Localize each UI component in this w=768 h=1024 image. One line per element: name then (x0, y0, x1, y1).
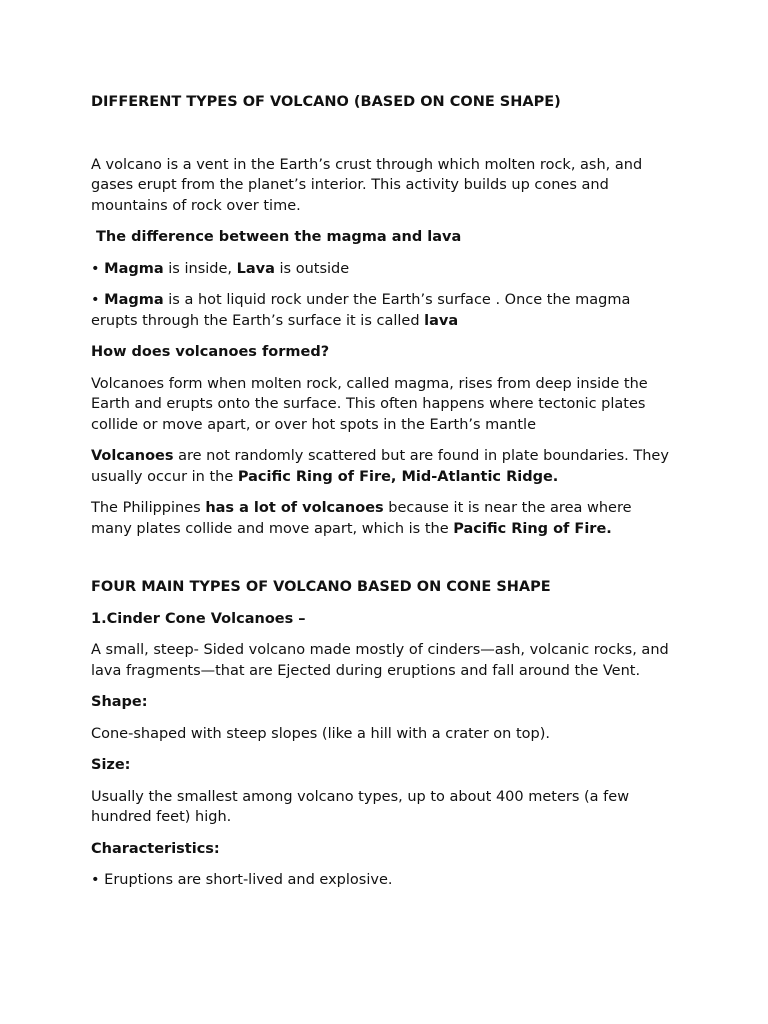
cinder-cone-heading: 1.Cinder Cone Volcanoes – (91, 610, 306, 627)
size-label: Size: (91, 757, 131, 773)
document-title: DIFFERENT TYPES OF VOLCANO (BASED ON CONE SHAPE) (91, 94, 561, 110)
bullet-mark: • (91, 292, 105, 308)
characteristics-label: Characteristics: (91, 840, 220, 857)
intro-paragraph: A volcano is a vent in the Earth’s crust through which molten rock, ash, and gases erupt from the planet’s interior. This activity builds up cones and mountains of rock over time. (91, 156, 643, 214)
ring-of-fire-term: Pacific Ring of Fire. (453, 520, 612, 537)
shape-text: Cone-shaped with steep slopes (like a hill with a crater on top). (91, 725, 550, 742)
size-text: Usually the smallest among volcano types, up to about 400 meters (a few hundred feet) high. (91, 788, 630, 825)
document-body (91, 90, 676, 891)
philippines-text: because it is near the area where many plates collide and move apart, which is the (91, 500, 632, 537)
plate-boundaries-paragraph (91, 446, 676, 487)
formed-paragraph: Volcanoes form when molten rock, called magma, rises from deep inside the Earth and erupts onto the surface. This often happens where tectonic plates collide or move apart, or over hot spots in the Earth’s mantle (91, 375, 648, 433)
philippines-paragraph (91, 498, 676, 539)
philippines-bold: has a lot of volcanoes (205, 500, 384, 516)
boundaries-places: Pacific Ring of Fire, Mid-Atlantic Ridge. (237, 468, 559, 485)
bullet-magma-lava-location (91, 259, 676, 280)
cinder-cone-description: A small, steep- Sided volcano made mostly of cinders—ash, volcanic rocks, and lava fragments—that are Ejected during eruptions and fall around the Vent. (91, 642, 669, 679)
formed-heading: How does volcanoes formed? (91, 344, 330, 360)
bullet-magma-definition (91, 290, 676, 331)
difference-heading: The difference between the magma and lava (96, 229, 462, 245)
bullet-text: is a hot liquid rock under the Earth’s surface . Once the magma erupts through the Earth’s surface it is called (91, 292, 631, 329)
magma-term: Magma (104, 292, 164, 308)
lava-term: Lava (236, 260, 275, 277)
characteristic-item: • Eruptions are short-lived and explosive. (91, 872, 393, 888)
bullet-text: is inside, (163, 260, 237, 277)
boundaries-text: are not randomly scattered but are found in plate boundaries. They usually occur in the (91, 448, 669, 485)
four-types-title: FOUR MAIN TYPES OF VOLCANO BASED ON CONE SHAPE (91, 579, 551, 595)
philippines-start: The Philippines (91, 500, 206, 516)
magma-term: Magma (104, 260, 164, 277)
bullet-mark: • (91, 260, 105, 277)
volcanoes-term: Volcanoes (91, 448, 174, 464)
lava-term: lava (424, 312, 459, 329)
bullet-text-end: is outside (274, 260, 350, 277)
shape-label: Shape: (91, 694, 148, 710)
